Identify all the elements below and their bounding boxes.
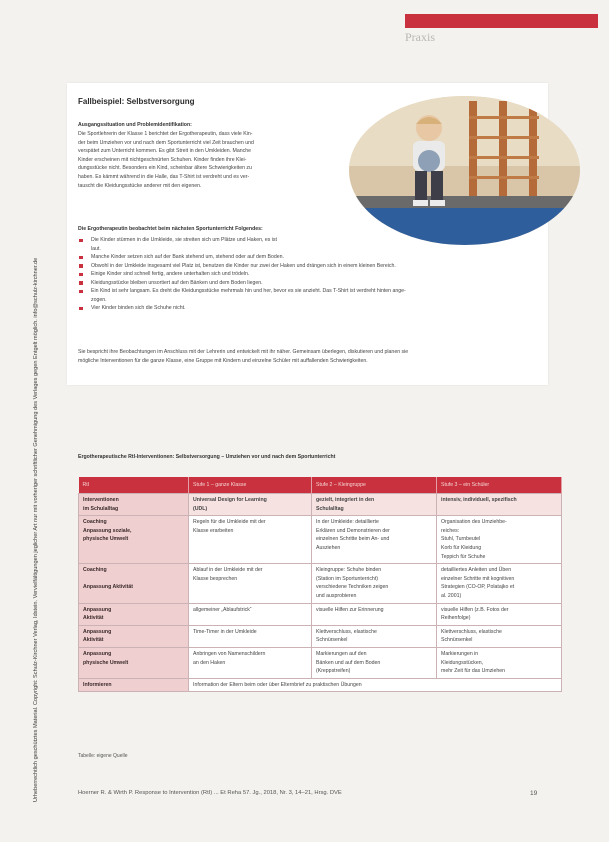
list-item: Kleidungsstücke bleiben unsortiert auf den Bänken und dem Boden liegen. <box>78 279 548 288</box>
bullet-square-icon <box>79 281 83 285</box>
column-header: Stufe 1 – ganze Klasse <box>189 477 312 494</box>
section-label: Praxis <box>405 30 435 44</box>
table-cell: Organisation des Umziehbe- reiches: Stuhl, Turnbeutel Korb für Kleidung Teppich für Schuhe <box>437 516 562 564</box>
child-photo <box>349 96 580 245</box>
table-cell: visuelle Hilfen zur Erinnerung <box>312 603 437 625</box>
conclusion-line: Sie bespricht ihre Beobachtungen im Anschluss mit der Lehrerin und entwickelt mit ihr näher. Gemeinsam überlegen, diskutieren und planen sie <box>78 349 409 355</box>
table-row <box>79 603 562 625</box>
conclusion-text <box>78 348 548 365</box>
situation-line: haben. Es kämmt während in die Halle, das T-Shirt ist verdreht und es ver- <box>78 173 250 180</box>
bullet-square-icon <box>79 264 83 268</box>
table-cell: Markierungen in Kleidungsstücken, mehr Zeit für das Umziehen <box>437 647 562 678</box>
list-item: Manche Kinder setzen sich auf der Bank stehend um, stehend oder auf dem Boden. <box>78 253 548 262</box>
case-study-title: Fallbeispiel: Selbstversorgung <box>78 97 195 106</box>
situation-line: Kinder erscheinen mit nichtgeschnürten Schuhen. Kinder finden ihre Klei- <box>78 156 247 163</box>
conclusion-line: mögliche Interventionen für die ganze Klasse, eine Gruppe mit Kindern und einzelne Schüler mit auffallenden Schwierigkeiten. <box>78 357 368 364</box>
page-number: 19 <box>530 790 538 797</box>
row-label: Anpassung physische Umwelt <box>79 647 189 678</box>
table-cell: intensiv, individuell, spezifisch <box>437 494 562 516</box>
column-header: RtI <box>79 477 189 494</box>
table-cell: Universal Design for Learning (UDL) <box>189 494 312 516</box>
list-item: Einige Kinder sind schnell fertig, andere unterhalten sich und trödeln. <box>78 270 548 279</box>
bullet-square-icon <box>79 290 83 294</box>
table-cell: Ablauf in der Umkleide mit der Klasse besprechen <box>189 564 312 603</box>
table-row <box>79 647 562 678</box>
row-label: Coaching Anpassung soziale, physische Umwelt <box>79 516 189 564</box>
table-cell: visuelle Hilfen (z.B. Fotos der Reihenfolge) <box>437 603 562 625</box>
table-row <box>79 625 562 647</box>
row-label: Anpassung Aktivität <box>79 603 189 625</box>
table-row <box>79 516 562 564</box>
bullet-square-icon <box>79 273 83 277</box>
list-item: Vier Kinder binden sich die Schuhe nicht. <box>78 304 548 313</box>
situation-text <box>78 130 348 190</box>
bullet-square-icon <box>79 239 83 243</box>
table-title: Ergotherapeutische RtI-Interventionen: Selbstversorgung – Umziehen vor und nach dem Sportunterricht <box>78 454 336 460</box>
table-cell: Markierungen auf den Bänken und auf dem Boden (Kreppstreifen) <box>312 647 437 678</box>
table-cell: In der Umkleide: detaillierte Erklären und Demonstrieren der einzelnen Schritte beim An- und Ausziehen <box>312 516 437 564</box>
table-header-row <box>79 477 562 494</box>
situation-line: dungsstücke nicht. Besonders ein Kind, scheinbar ältere Schwierigkeiten zu <box>78 165 252 172</box>
section-accent-bar <box>405 14 598 28</box>
observation-heading: Die Ergotherapeutin beobachtet beim nächsten Sportunterricht Folgendes: <box>78 226 263 232</box>
table-cell: Anbringen von Namenschildern an den Haken <box>189 647 312 678</box>
situation-heading: Ausgangssituation und Problemidentifikation: <box>78 122 192 128</box>
situation-line: Die Sportlehrerin der Klasse 1 berichtet der Ergotherapeutin, dass viele Kin- <box>78 131 253 137</box>
copyright-sidebar: Urheberrechtlich geschütztes Material. Copyright: Schulz-Kirchner Verlag, Idstein. Vervielfältigungen jeglicher Art nur mit vorheriger schriftlicher Genehmigung des Verlages gegen Entgelt möglich. info@schulz-kirchner.de <box>33 257 39 802</box>
column-header: Stufe 2 – Kleingruppe <box>312 477 437 494</box>
table-cell: gezielt, integriert in den Schulalltag <box>312 494 437 516</box>
situation-line: verspätet zum Unterricht kommen. Es gibt Streit in den Umkleiden. Manche <box>78 148 251 155</box>
row-label: Interventionen im Schulalltag <box>79 494 189 516</box>
row-label: Anpassung Aktivität <box>79 625 189 647</box>
table-cell: Klettverschluss, elastische Schnürsenkel <box>437 625 562 647</box>
bullet-square-icon <box>79 307 83 311</box>
table-cell: Information der Eltern beim oder über Elternbrief zu praktischen Übungen <box>189 678 562 692</box>
row-label: Coaching Anpassung Aktivität <box>79 564 189 603</box>
table-cell: Klettverschluss, elastische Schnürsenkel <box>312 625 437 647</box>
situation-line: der beim Umziehen vor und nach dem Sportunterricht viel Zeit brauchen und <box>78 139 254 146</box>
observation-list <box>78 236 548 313</box>
table-row <box>79 564 562 603</box>
list-item: Obwohl in der Umkleide insgesamt viel Platz ist, benutzen die Kinder nur zwei der Haken und drängen sich in einem kleinen Bereich. <box>78 262 548 271</box>
rti-table <box>78 477 562 692</box>
table-row <box>79 678 562 692</box>
table-cell: detailliertes Anleiten und Üben einzelner Schritte mit kognitiven Strategien (CO-OP, Polatajko et al. 2001) <box>437 564 562 603</box>
column-header: Stufe 3 – ein Schüler <box>437 477 562 494</box>
list-item: laut. <box>91 245 101 252</box>
table-cell: Kleingruppe: Schuhe binden (Station im Sportunterricht) verschiedene Techniken zeigen und ausprobieren <box>312 564 437 603</box>
table-cell: Regeln für die Umkleide mit der Klasse erarbeiten <box>189 516 312 564</box>
table-cell: Time-Timer in der Umkleide <box>189 625 312 647</box>
situation-line: tauscht die Kleidungsstücke anderer mit den eigenen. <box>78 182 202 189</box>
list-item: Die Kinder stürmen in die Umkleide, sie streiten sich um Plätze und Haken, es ist <box>78 236 548 245</box>
table-cell: allgemeiner „Ablaufstrick“ <box>189 603 312 625</box>
list-item: zogen. <box>91 296 107 303</box>
table-source: Tabelle: eigene Quelle <box>78 753 128 759</box>
page-footer-citation: Hoerner R. & Wirth P. Response to Intervention (RtI) ... Et Reha 57. Jg., 2018, Nr. 3, 14–21, Hrsg. DVE <box>78 790 342 796</box>
bullet-square-icon <box>79 256 83 260</box>
list-item: Ein Kind ist sehr langsam. Es dreht die Kleidungsstücke mehrmals hin und her, bevor es sie anzieht. Das T-Shirt ist verdreht hinten ange- <box>78 287 548 296</box>
table-row <box>79 494 562 516</box>
row-label: Informieren <box>79 678 189 692</box>
